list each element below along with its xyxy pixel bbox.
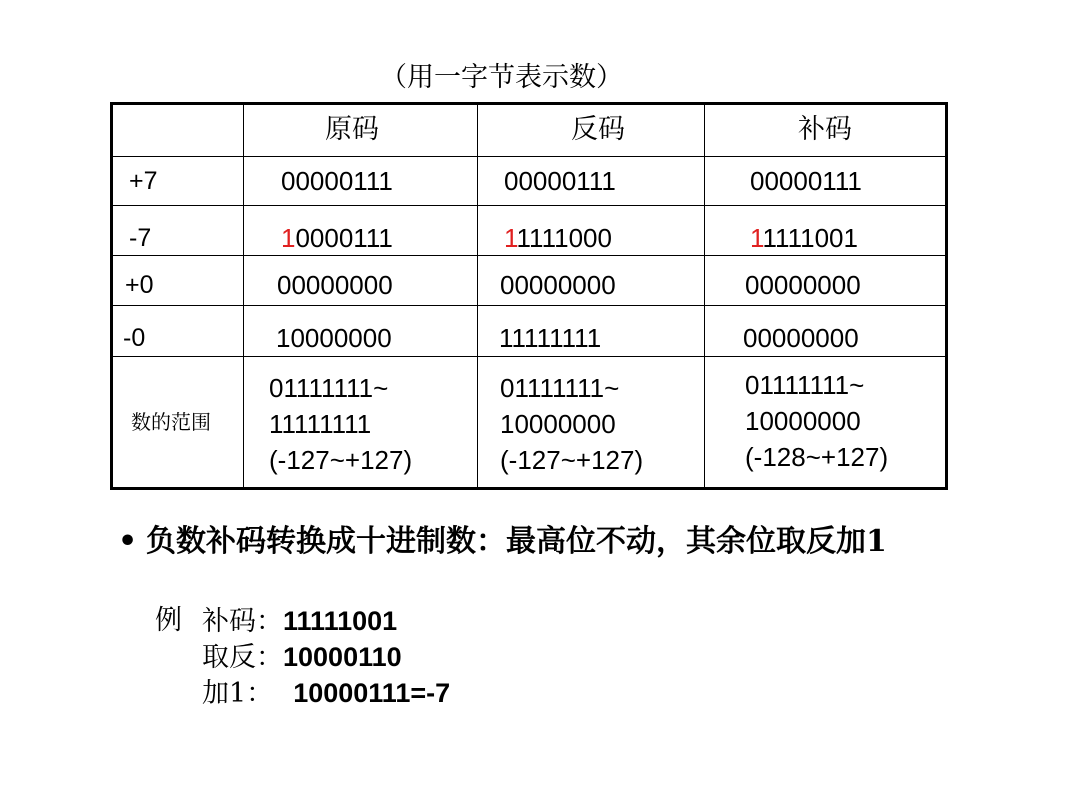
- value-bits: 00000000: [277, 270, 393, 300]
- column-header-ones-complement: 反码: [571, 114, 625, 145]
- value-bits: 00000000: [500, 270, 616, 300]
- value-bits: 00000111: [504, 166, 616, 196]
- table-cell: [504, 166, 616, 196]
- table-rule: [243, 105, 244, 487]
- table-cell: [281, 223, 393, 253]
- row-label: -7: [129, 224, 152, 252]
- table-rule: [113, 305, 945, 306]
- range-line: 01111111~: [500, 373, 620, 403]
- table-cell: [277, 270, 393, 300]
- table-cell: [281, 166, 393, 196]
- row-label: +7: [129, 167, 158, 195]
- range-line: (-128~+127): [745, 442, 889, 472]
- value-bits: 1111001: [762, 223, 858, 253]
- value-bits: 00000000: [745, 270, 861, 300]
- example-line: [202, 639, 402, 676]
- table-caption: （用一字节表示数）: [380, 62, 623, 93]
- table-cell: [500, 270, 616, 300]
- table-cell: [750, 166, 862, 196]
- example-line-label: 补码：: [202, 606, 283, 637]
- range-line: 10000000: [500, 409, 616, 439]
- table-cell: [276, 323, 392, 353]
- range-line: 10000000: [745, 406, 861, 436]
- range-line: 01111111~: [269, 373, 389, 403]
- range-cell-ones-complement: [500, 370, 643, 478]
- value-bits: 11111111: [499, 323, 602, 353]
- table-cell: [750, 223, 858, 253]
- range-line: 11111111: [269, 409, 372, 439]
- bullet-dot: •: [118, 524, 138, 559]
- example-line-label: 取反：: [202, 642, 283, 673]
- value-bits: 00000111: [281, 166, 393, 196]
- row-label: +0: [125, 271, 154, 299]
- table-rule: [113, 356, 945, 357]
- value-bits: 00000111: [750, 166, 862, 196]
- range-line: (-127~+127): [500, 445, 644, 475]
- example-line-value: 10000111=-7: [293, 678, 451, 708]
- example-prefix: 例: [155, 605, 182, 636]
- sign-bit: 1: [750, 223, 763, 253]
- example-line-value: 10000110: [283, 642, 402, 672]
- example-line: [202, 675, 450, 712]
- table-cell: [499, 323, 601, 353]
- table-rule: [113, 156, 945, 157]
- table-cell: [743, 323, 859, 353]
- conversion-rule-text: 负数补码转换成十进制数：最高位不动，其余位取反加1: [146, 524, 887, 559]
- value-bits: 0000111: [295, 223, 393, 253]
- value-bits: 1111000: [516, 223, 612, 253]
- column-header-twos-complement: 补码: [798, 114, 852, 145]
- range-line: (-127~+127): [269, 445, 413, 475]
- table-rule: [113, 255, 945, 256]
- range-row-label: 数的范围: [131, 410, 211, 434]
- code-comparison-table: [110, 102, 948, 490]
- table-rule: [477, 105, 478, 487]
- table-rule: [113, 205, 945, 206]
- range-cell-twos-complement: [745, 367, 888, 475]
- conversion-rule: [118, 520, 887, 564]
- example-line: [202, 603, 397, 640]
- table-cell: [504, 223, 612, 253]
- table-cell: [745, 270, 861, 300]
- range-line: 01111111~: [745, 370, 865, 400]
- row-label: -0: [123, 324, 146, 352]
- example-line-label: 加1：: [202, 678, 274, 709]
- range-cell-original: [269, 370, 412, 478]
- sign-bit: 1: [281, 223, 296, 253]
- example-line-value: 11111001: [283, 606, 398, 636]
- table-rule: [704, 105, 705, 487]
- value-bits: 10000000: [276, 323, 392, 353]
- value-bits: 00000000: [743, 323, 859, 353]
- sign-bit: 1: [504, 223, 517, 253]
- column-header-original: 原码: [325, 114, 379, 145]
